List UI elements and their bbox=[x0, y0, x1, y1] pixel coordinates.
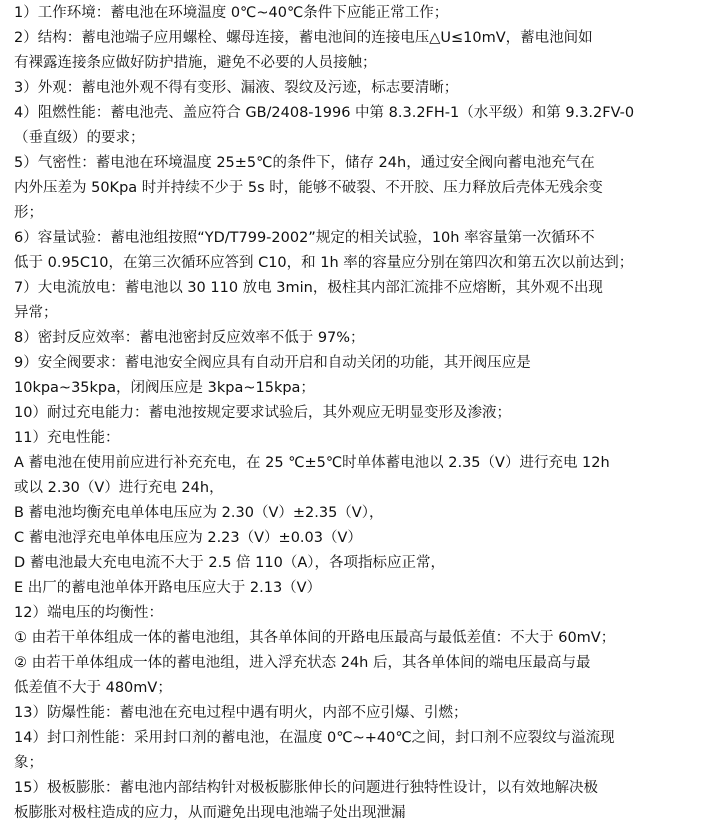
text-line: 14）封口剂性能：采用封口剂的蓄电池，在温度 0℃~+40℃之间，封口剂不应裂纹与溢流现 bbox=[14, 730, 615, 746]
paragraph-4 bbox=[14, 101, 726, 151]
text-line: 10kpa~35kpa，闭阀压应是 3kpa~15kpa； bbox=[14, 380, 315, 396]
text-line: 异常； bbox=[14, 305, 58, 321]
text-line: 3）外观：蓄电池外观不得有变形、漏液、裂纹及污迹，标志要清晰； bbox=[14, 80, 459, 96]
paragraph-14 bbox=[14, 726, 726, 776]
text-line: 15）极板膨胀：蓄电池内部结构针对极板膨胀伸长的问题进行独特性设计，以有效地解决极 bbox=[14, 780, 598, 796]
paragraph-11 bbox=[14, 426, 726, 451]
text-line: B 蓄电池均衡充电单体电压应为 2.30（V）±2.35（V）， bbox=[14, 505, 384, 521]
paragraph-11e bbox=[14, 576, 726, 601]
text-line: 7）大电流放电：蓄电池以 30 110 放电 3min，极柱其内部汇流排不应熔断，其外观不出现 bbox=[14, 280, 603, 296]
text-line: 12）端电压的均衡性： bbox=[14, 605, 163, 621]
text-line: 板膨胀对极柱造成的应力，从而避免出现电池端子处出现泄漏 bbox=[14, 805, 406, 821]
text-line: （垂直级）的要求； bbox=[14, 130, 145, 146]
paragraph-9 bbox=[14, 351, 726, 401]
text-line: 象； bbox=[14, 755, 43, 771]
text-line: 或以 2.30（V）进行充电 24h， bbox=[14, 480, 224, 496]
paragraph-11c bbox=[14, 526, 726, 551]
text-line: 11）充电性能： bbox=[14, 430, 120, 446]
text-line: 6）容量试验：蓄电池组按照“YD/T799-2002”规定的相关试验，10h 率容量第一次循环不 bbox=[14, 230, 595, 246]
text-line: A 蓄电池在使用前应进行补充充电，在 25 ℃±5℃时单体蓄电池以 2.35（V）进行充电 12h bbox=[14, 455, 610, 471]
text-line: C 蓄电池浮充电单体电压应为 2.23（V）±0.03（V） bbox=[14, 530, 362, 546]
paragraph-2 bbox=[14, 26, 726, 76]
paragraph-15 bbox=[14, 776, 726, 826]
paragraph-3 bbox=[14, 76, 726, 101]
paragraph-12-2 bbox=[14, 651, 726, 701]
text-line: 5）气密性：蓄电池在环境温度 25±5℃的条件下，储存 24h，通过安全阀向蓄电池充气在 bbox=[14, 155, 595, 171]
paragraph-1 bbox=[14, 1, 726, 26]
paragraph-11d bbox=[14, 551, 726, 576]
text-line: ① 由若干单体组成一体的蓄电池组，其各单体间的开路电压最高与最低差值：不大于 60mV； bbox=[14, 630, 616, 646]
text-line: 13）防爆性能：蓄电池在充电过程中遇有明火，内部不应引爆、引燃； bbox=[14, 705, 468, 721]
paragraph-13 bbox=[14, 701, 726, 726]
text-line: E 出厂的蓄电池单体开路电压应大于 2.13（V） bbox=[14, 580, 322, 596]
text-line: 有裸露连接条应做好防护措施，避免不必要的人员接触； bbox=[14, 55, 377, 71]
text-line: 2）结构：蓄电池端子应用螺栓、螺母连接，蓄电池间的连接电压△U≤10mV，蓄电池间如 bbox=[14, 30, 593, 46]
text-line: 1）工作环境：蓄电池在环境温度 0℃~40℃条件下应能正常工作； bbox=[14, 5, 449, 21]
text-line: 4）阻燃性能：蓄电池壳、盖应符合 GB/2408-1996 中第 8.3.2FH-1（水平级）和第 9.3.2FV-0 bbox=[14, 105, 635, 121]
text-line: ② 由若干单体组成一体的蓄电池组，进入浮充状态 24h 后，其各单体间的端电压最高与最 bbox=[14, 655, 591, 671]
paragraph-7 bbox=[14, 276, 726, 326]
paragraph-5 bbox=[14, 151, 726, 226]
text-line: 9）安全阀要求：蓄电池安全阀应具有自动开启和自动关闭的功能，其开阀压应是 bbox=[14, 355, 531, 371]
text-line: 10）耐过充电能力：蓄电池按规定要求试验后，其外观应无明显变形及渗液； bbox=[14, 405, 511, 421]
text-line: 形； bbox=[14, 205, 43, 221]
text-line: 低于 0.95C10，在第三次循环应答到 C10，和 1h 率的容量应分别在第四次和第五次以前达到； bbox=[14, 255, 634, 271]
text-line: 8）密封反应效率：蓄电池密封反应效率不低于 97%； bbox=[14, 330, 365, 346]
paragraph-11b bbox=[14, 501, 726, 526]
text-line: 内外压差为 50Kpa 时并持续不少于 5s 时，能够不破裂、不开胶、压力释放后壳体无残余变 bbox=[14, 180, 603, 196]
text-line: 低差值不大于 480mV； bbox=[14, 680, 172, 696]
paragraph-12-1 bbox=[14, 626, 726, 651]
paragraph-11a bbox=[14, 451, 726, 501]
text-line: D 蓄电池最大充电电流不大于 2.5 倍 110（A），各项指标应正常， bbox=[14, 555, 446, 571]
paragraph-10 bbox=[14, 401, 726, 426]
paragraph-8 bbox=[14, 326, 726, 351]
paragraph-12 bbox=[14, 601, 726, 626]
paragraph-6 bbox=[14, 226, 726, 276]
